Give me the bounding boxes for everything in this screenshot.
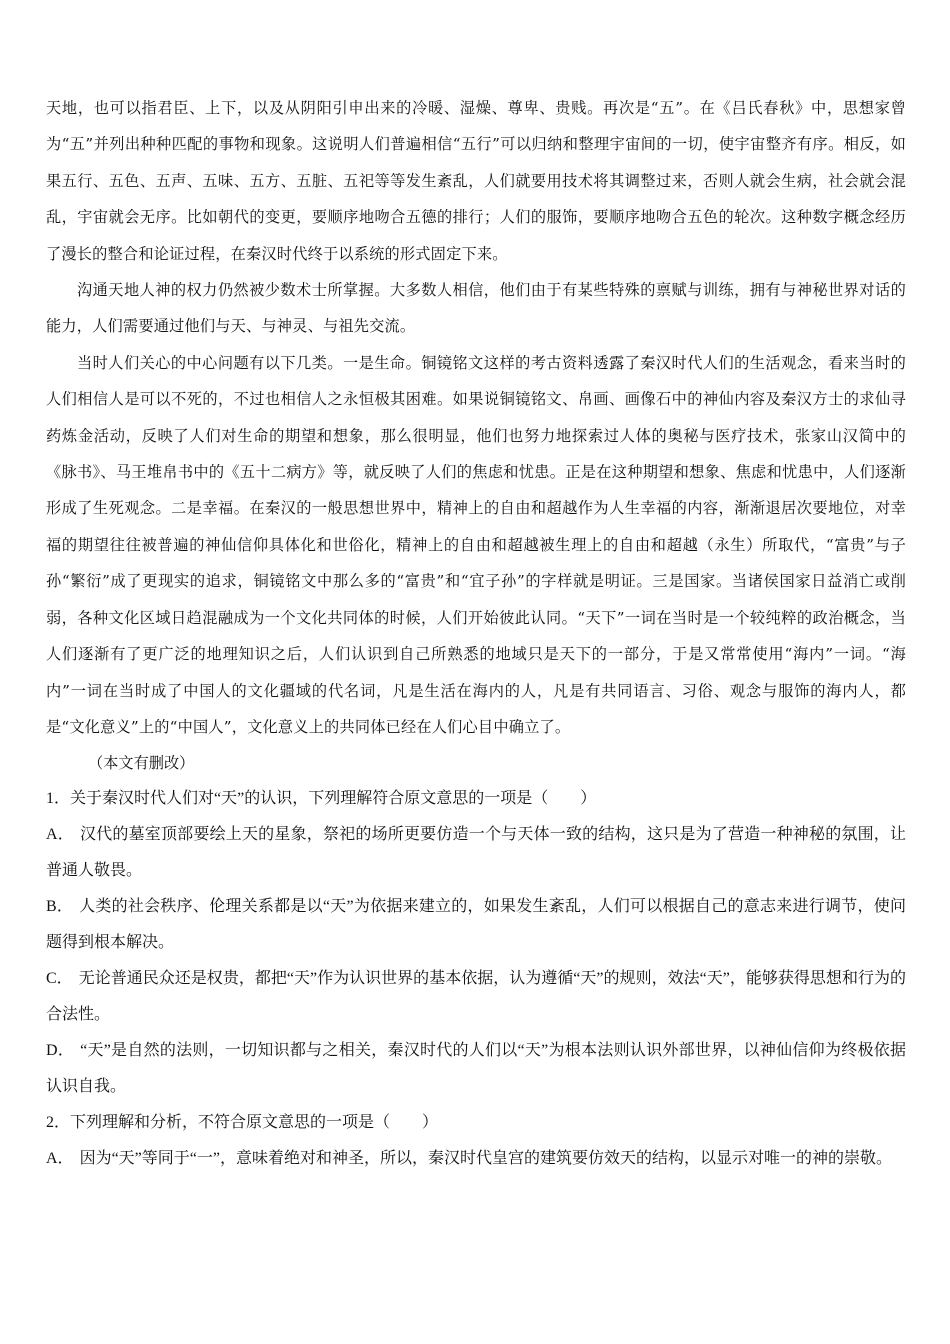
option-label: D． (46, 1042, 75, 1060)
option-label: A． (46, 826, 74, 844)
option-text: 汉代的墓室顶部要绘上天的星象，祭祀的场所更要仿造一个与天体一致的结构，这只是为了营造一种神秘的氛围，让普通人敬畏。 (46, 826, 906, 880)
question-stem: 2．下列理解和分析，不符合原文意思的一项是（ ） (46, 1114, 439, 1132)
option-d (46, 1033, 906, 1105)
passage-paragraph-3: 当时人们关心的中心问题有以下几类。一是生命。铜镜铭文这样的考古资料透露了秦汉时代人们的生活观念，看来当时的人们相信人是可以不死的，不过也相信人之永恒极其困难。如果说铜镜铭文、帛画、画像石中的神仙内容及秦汉方士的求仙寻药炼金活动，反映了人们对生命的期望和想象，那么很明显，他们也努力地探索过人体的奥秘与医疗技术，张家山汉简中的《脉书》、马王堆帛书中的《五十二病方》等，就反映了人们的焦虑和忧患。正是在这种期望和想象、焦虑和忧患中，人们逐渐形成了生死观念。二是幸福。在秦汉的一般思想世界中，精神上的自由和超越作为人生幸福的内容，渐渐退居次要地位，对幸福的期望往往被普遍的神仙信仰具体化和世俗化，精神上的自由和超越被生理上的自由和超越（永生）所取代，“富贵”与子孙“繁衍”成了更现实的追求，铜镜铭文中那么多的“富贵”和“宜子孙”的字样就是明证。三是国家。当诸侯国家日益消亡或削弱，各种文化区域日趋混融成为一个文化共同体的时候，人们开始彼此认同。“天下”一词在当时是一个较纯粹的政治概念，当人们逐渐有了更广泛的地理知识之后，人们认识到自己所熟悉的地域只是天下的一部分，于是又常常使用“海内”一词。“海内”一词在当时成了中国人的文化疆域的代名词，凡是生活在海内的人，凡是有共同语言、习俗、观念与服饰的海内人，都是“文化意义”上的“中国人”，文化意义上的共同体已经在人们心目中确立了。 (46, 353, 906, 736)
option-text: 人类的社会秩序、伦理关系都是以“天”为依据来建立的，如果发生紊乱，人们可以根据自己的意志来进行调节，使问题得到根本解决。 (46, 898, 906, 952)
option-text: 无论普通民众还是权贵，都把“天”作为认识世界的基本依据，认为遵循“天”的规则，效法“天”，能够获得思想和行为的合法性。 (46, 970, 906, 1024)
passage-paragraph-2: 沟通天地人神的权力仍然被少数术士所掌握。大多数人相信，他们由于有某些特殊的禀赋与训练，拥有与神秘世界对话的能力，人们需要通过他们与天、与神灵、与祖先交流。 (46, 281, 906, 336)
source-note: （本文有删改） (88, 754, 195, 773)
option-a (46, 1141, 906, 1177)
passage-paragraph-1: 天地，也可以指君臣、上下，以及从阴阳引申出来的冷暖、湿燥、尊卑、贵贱。再次是“五”。在《吕氏春秋》中，思想家曾为“五”并列出种种匹配的事物和现象。这说明人们普遍相信“五行”可以归纳和整理宇宙间的一切，使宇宙整齐有序。相反，如果五行、五色、五声、五味、五方、五脏、五祀等等发生紊乱，人们就要用技术将其调整过来，否则人就会生病，社会就会混乱，宇宙就会无序。比如朝代的变更，要顺序地吻合五德的排行；人们的服饰，要顺序地吻合五色的轮次。这种数字概念经历了漫长的整合和论证过程，在秦汉时代终于以系统的形式固定下来。 (46, 99, 906, 263)
option-text: “天”是自然的法则，一切知识都与之相关，秦汉时代的人们以“天”为根本法则认识外部世界，以神仙信仰为终极依据认识自我。 (46, 1042, 906, 1096)
option-text: 因为“天”等同于“一”，意味着绝对和神圣，所以，秦汉时代皇宫的建筑要仿效天的结构，以显示对唯一的神的崇敬。 (79, 1150, 892, 1168)
option-label: A． (46, 1150, 74, 1168)
question-stem: 1．关于秦汉时代人们对“天”的认识，下列理解符合原文意思的一项是（ ） (46, 790, 597, 808)
option-b (46, 889, 906, 961)
question-1 (46, 781, 906, 1105)
option-c (46, 961, 906, 1033)
option-label: B． (46, 898, 74, 916)
question-2 (46, 1105, 906, 1177)
option-label: C． (46, 970, 73, 988)
option-a (46, 817, 906, 889)
